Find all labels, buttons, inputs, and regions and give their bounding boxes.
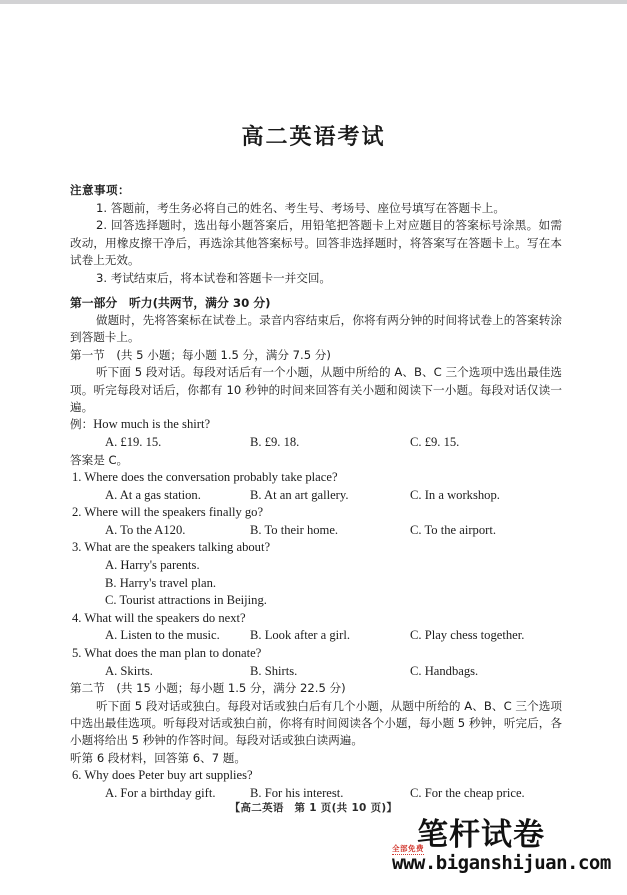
footer-page-label: 【高二英语 第 1 页(共 10 页)】 bbox=[229, 802, 398, 814]
page-title: 高二英语考试 bbox=[241, 125, 386, 150]
option-3-c[interactable]: C. Tourist attractions in Beijing. bbox=[105, 593, 267, 608]
question-options-1 bbox=[70, 487, 562, 505]
question-stem-6 bbox=[72, 767, 562, 785]
section-two-heading: 第二节 (共 15 小题；每小题 1.5 分，满分 22.5 分) bbox=[70, 681, 346, 696]
question-stem-3 bbox=[72, 539, 562, 557]
section-two-instruction: 听下面 5 段对话或独白。每段对话或独白后有几个小题，从题中所给的 A、B、C 三个选项中选出最佳选项。听每段对话或独白前，你将有时间阅读各个小题，每小题 5 秒钟，听完后，各小题将给出 5 秒钟的作答时间。每段对话或独白读两遍。 bbox=[70, 698, 562, 748]
question-stem-4 bbox=[72, 610, 562, 628]
question-number-2: 2. bbox=[72, 505, 82, 520]
notice-item-2: 2. 回答选择题时，选出每小题答案后，用铅笔把答题卡上对应题目的答案标号涂黑。如需改动，用橡皮擦干净后，再选涂其他答案标号。回答非选择题时，将答案写在答题卡上。写在本试卷上无效。 bbox=[70, 218, 562, 268]
question-text-6: Why does Peter buy art supplies? bbox=[84, 768, 253, 783]
notice-heading: 注意事项： bbox=[70, 183, 130, 197]
section-one-heading: 第一节 (共 5 小题；每小题 1.5 分，满分 7.5 分) bbox=[70, 347, 331, 362]
document-body bbox=[70, 182, 562, 802]
example-option-c: C. £9. 15. bbox=[410, 435, 460, 450]
question-text-3: What are the speakers talking about? bbox=[84, 540, 271, 555]
question-text-1: Where does the conversation probably take place? bbox=[84, 470, 338, 485]
watermark-url: www.biganshijuan.com bbox=[392, 852, 611, 874]
question-stem-2 bbox=[72, 504, 562, 522]
option-5-a[interactable]: A. Skirts. bbox=[105, 663, 153, 678]
option-4-c[interactable]: C. Play chess together. bbox=[410, 628, 525, 643]
option-3-b[interactable]: B. Harry's travel plan. bbox=[105, 575, 217, 590]
part-one-intro: 做题时，先将答案标在试卷上。录音内容结束后，你将有两分钟的时间将试卷上的答案转涂到答题卡上。 bbox=[70, 313, 562, 345]
example-stem-line bbox=[70, 416, 562, 434]
question-number-4: 4. bbox=[72, 610, 82, 625]
question-number-5: 5. bbox=[72, 646, 82, 660]
question-number-3: 3. bbox=[72, 540, 82, 555]
example-answer: 答案是 C。 bbox=[70, 452, 129, 467]
option-2-b[interactable]: B. To their home. bbox=[250, 522, 339, 537]
example-options bbox=[70, 434, 562, 452]
question-options-4 bbox=[70, 627, 562, 645]
example-option-b: B. £9. 18. bbox=[250, 435, 300, 450]
option-2-a[interactable]: A. To the A120. bbox=[105, 522, 186, 537]
section-one-instruction: 听下面 5 段对话。每段对话后有一个小题，从题中所给的 A、B、C 三个选项中选出最佳选项。听完每段对话后，你都有 10 秒钟的时间来回答有关小题和阅读下一小题。每段对话仅读一遍。 bbox=[70, 365, 562, 415]
question-number-6: 6. bbox=[72, 768, 82, 783]
notice-item-1: 1. 答题前，考生务必将自己的姓名、考生号、考场号、座位号填写在答题卡上。 bbox=[96, 201, 505, 215]
example-stem: How much is the shirt? bbox=[93, 417, 211, 432]
option-1-c[interactable]: C. In a workshop. bbox=[410, 487, 500, 502]
option-1-a[interactable]: A. At a gas station. bbox=[105, 487, 201, 502]
question-stem-1 bbox=[72, 469, 562, 487]
question-text-4: What will the speakers do next? bbox=[84, 610, 246, 625]
question-options-5 bbox=[70, 663, 562, 681]
part-one-heading: 第一部分 听力(共两节，满分 30 分) bbox=[70, 296, 271, 311]
option-5-b[interactable]: B. Shirts. bbox=[250, 663, 298, 678]
watermark bbox=[392, 818, 627, 874]
question-number-1: 1. bbox=[72, 470, 82, 485]
option-5-c[interactable]: C. Handbags. bbox=[410, 663, 479, 678]
watermark-brand: 笔杆试卷 bbox=[417, 817, 545, 853]
watermark-free-badge: 全部免费 bbox=[392, 844, 424, 853]
option-6-a[interactable]: A. For a birthday gift. bbox=[105, 785, 216, 800]
example-label: 例： bbox=[70, 417, 94, 432]
section-two-material-note: 听第 6 段材料，回答第 6、7 题。 bbox=[70, 750, 246, 765]
question-text-2: Where will the speakers finally go? bbox=[84, 505, 264, 520]
option-6-c[interactable]: C. For the cheap price. bbox=[410, 785, 525, 800]
question-stem-5 bbox=[72, 645, 562, 663]
option-4-a[interactable]: A. Listen to the music. bbox=[105, 628, 220, 643]
option-2-c[interactable]: C. To the airport. bbox=[410, 522, 496, 537]
option-6-b[interactable]: B. For his interest. bbox=[250, 785, 344, 800]
option-3-a[interactable]: A. Harry's parents. bbox=[105, 558, 200, 573]
question-options-2 bbox=[70, 522, 562, 540]
example-option-a: A. £19. 15. bbox=[105, 435, 162, 450]
notice-item-3: 3. 考试结束后，将本试卷和答题卡一并交回。 bbox=[96, 270, 332, 285]
option-1-b[interactable]: B. At an art gallery. bbox=[250, 487, 349, 502]
question-text-5: What does the man plan to donate? bbox=[84, 646, 262, 660]
option-4-b[interactable]: B. Look after a girl. bbox=[250, 628, 351, 643]
